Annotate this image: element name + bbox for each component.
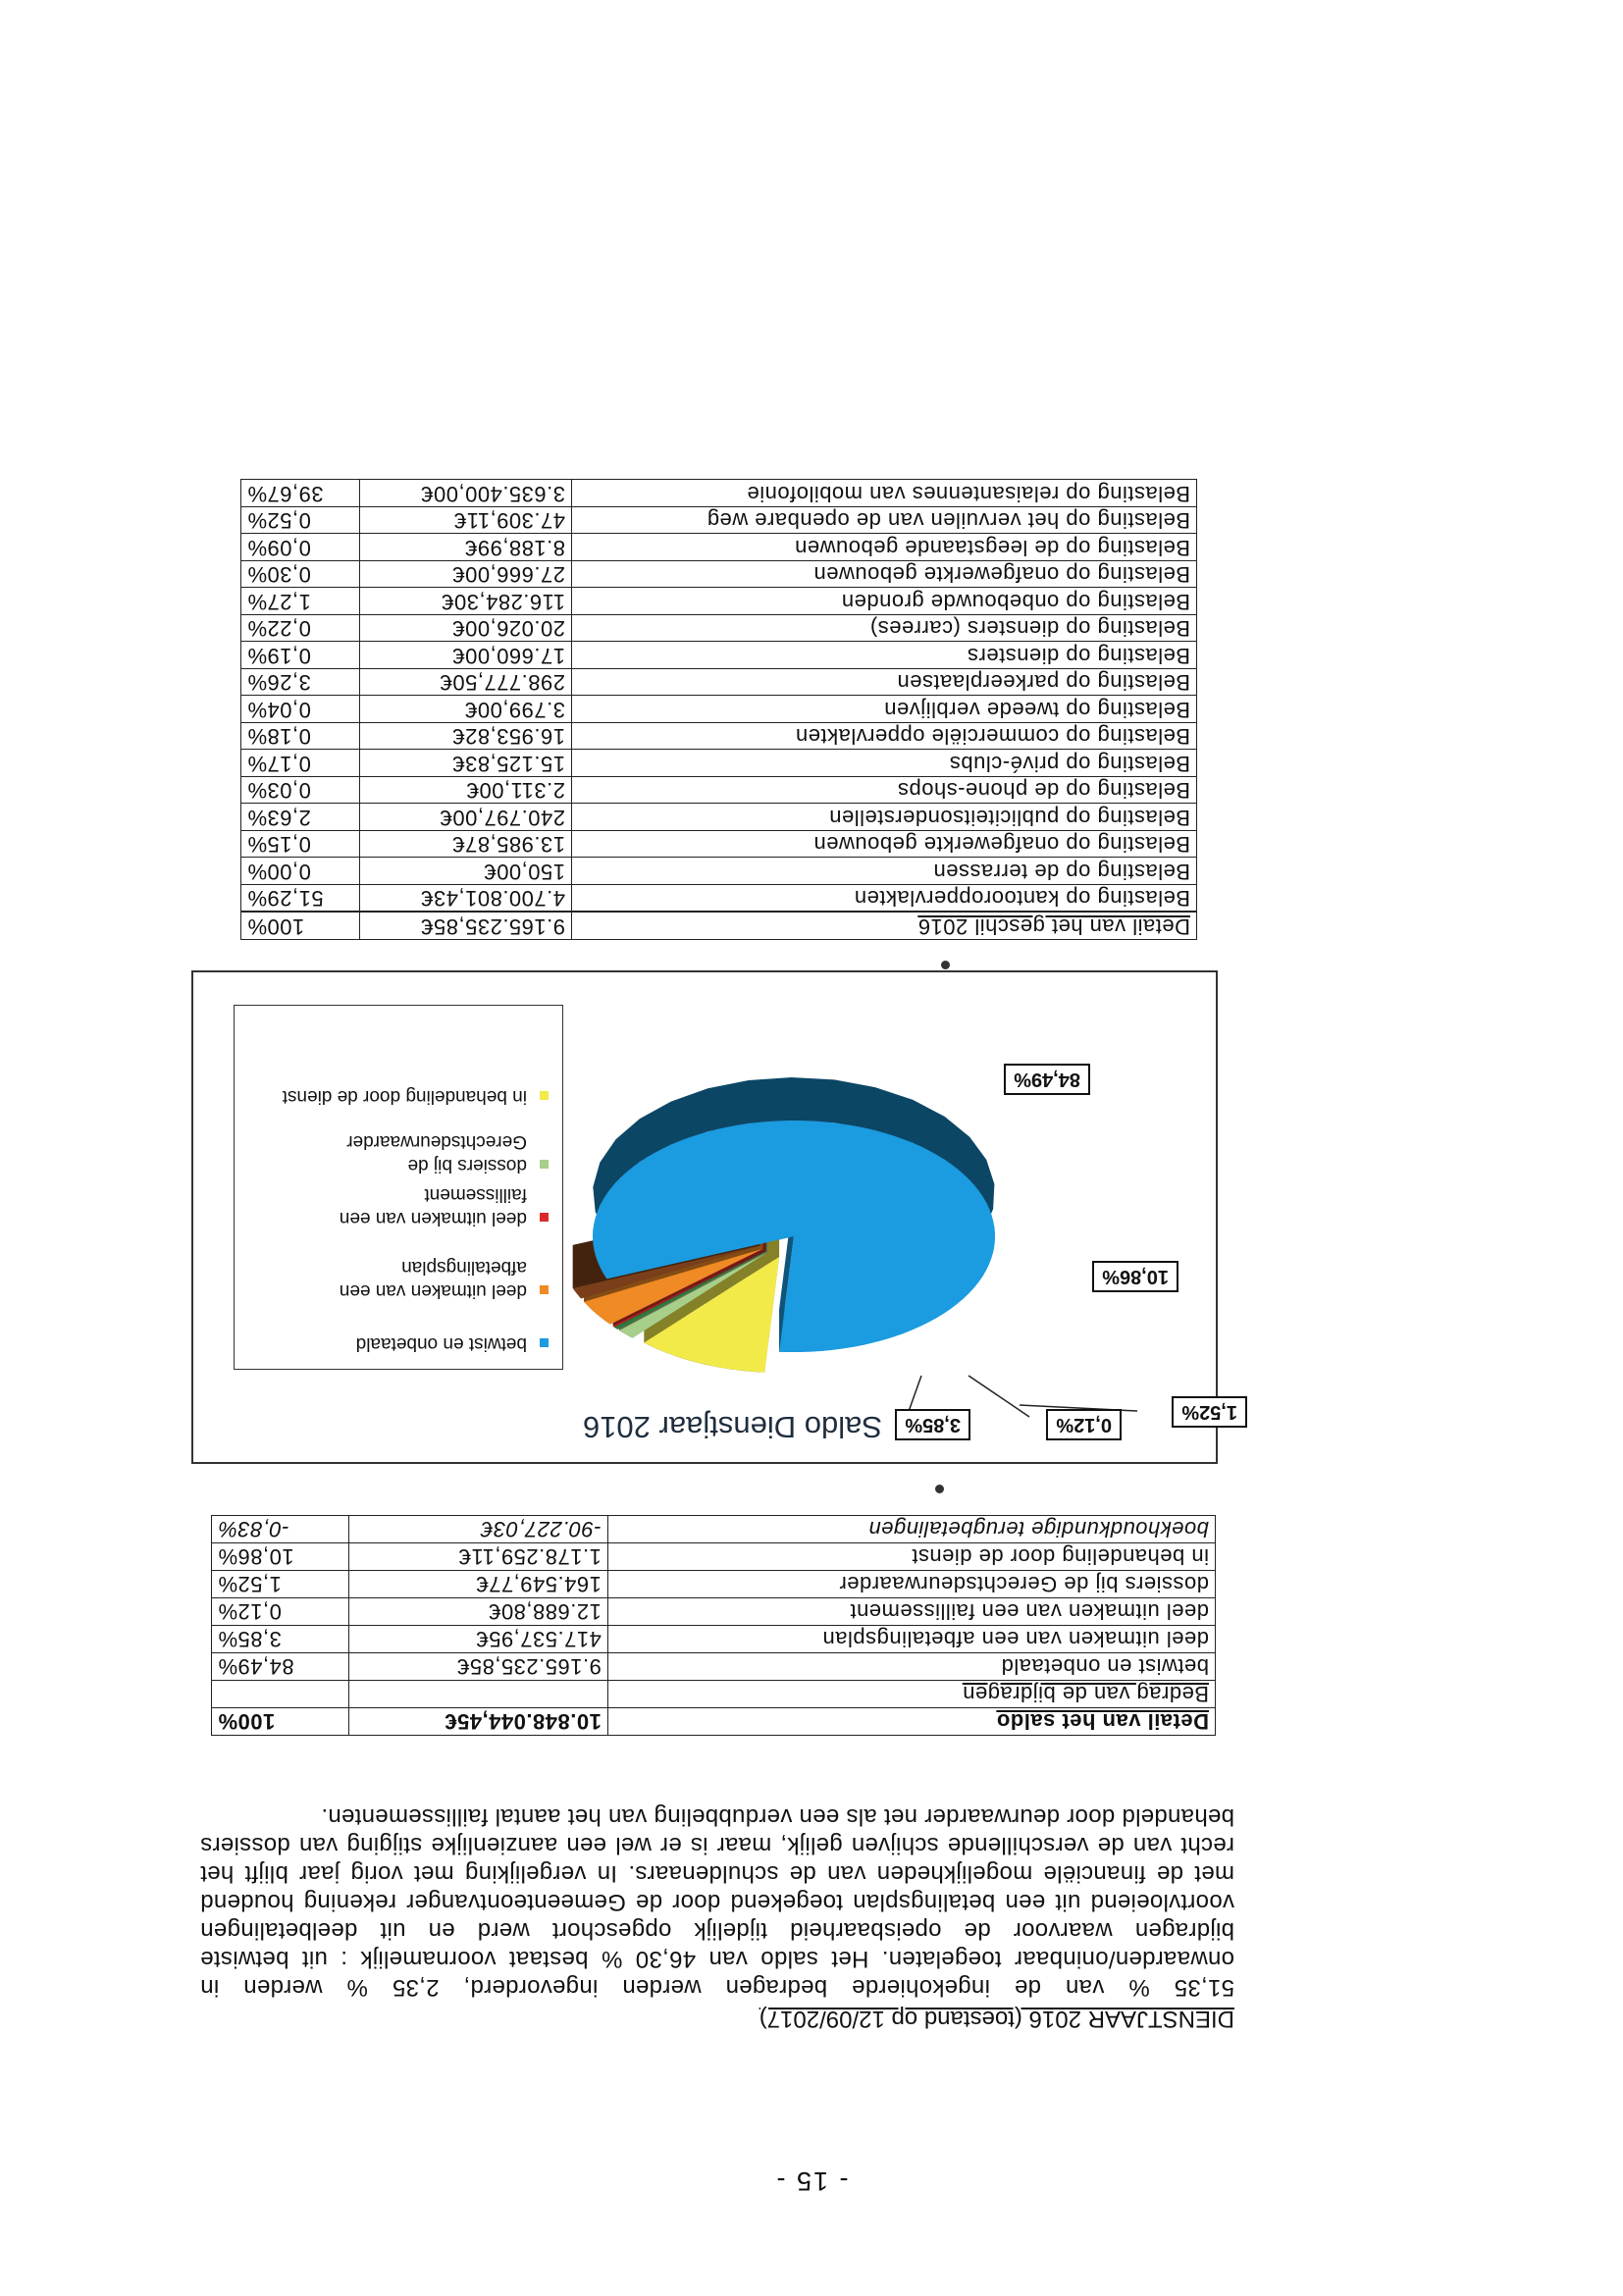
empty-cell [212, 1681, 349, 1708]
detail-row-pct: 0,18% [241, 723, 360, 751]
chart-title: Saldo Dienstjaar 2016 [582, 1410, 882, 1444]
saldo-total-pct: 100% [212, 1708, 349, 1736]
legend-item [254, 1331, 549, 1355]
detail-row [241, 723, 1197, 751]
saldo-row [212, 1598, 1216, 1626]
chart-legend [234, 1005, 563, 1370]
saldo-row [212, 1571, 1216, 1598]
detail-row-label: Belasting op relaisantennes van mobilofonie [572, 480, 1197, 507]
saldo-table [211, 1515, 1216, 1736]
detail-total-pct: 100% [241, 913, 360, 940]
saldo-last-row [212, 1516, 1216, 1543]
saldo-row-label: betwist en onbetaald [607, 1653, 1215, 1681]
saldo-last-row-amount: -90.227,03€ [348, 1516, 607, 1543]
detail-row-label: Belasting op privé-clubs [572, 750, 1197, 777]
detail-row-pct: 0,09% [241, 534, 360, 561]
detail-row-label: Belasting op onbebouwde gronden [572, 588, 1197, 615]
bullet [935, 1485, 944, 1493]
detail-row-amount: 15.125,83€ [360, 750, 572, 777]
detail-row-amount: 16.953,82€ [360, 723, 572, 751]
detail-row [241, 777, 1197, 805]
detail-total-row [241, 913, 1197, 940]
detail-row-amount: 20.026,00€ [360, 615, 572, 643]
detail-row-pct: 0,03% [241, 777, 360, 805]
detail-row [241, 696, 1197, 723]
saldo-last-row-pct: -0,83% [212, 1516, 349, 1543]
saldo-row-pct: 84,49% [212, 1653, 349, 1681]
detail-row-label: Belasting op de leegstaande gebouwen [572, 534, 1197, 561]
detail-row-amount: 240.797,00€ [360, 804, 572, 831]
data-label-faillissement: 0,12% [1046, 1409, 1122, 1440]
detail-row-label: Belasting op tweede verblijven [572, 696, 1197, 723]
saldo-subheader: Bedrag van de bijdragen [607, 1681, 1215, 1708]
detail-row [241, 588, 1197, 615]
detail-row-pct: 0,04% [241, 696, 360, 723]
detail-row-pct: 0,52% [241, 507, 360, 535]
section-heading: DIENSTJAAR 2016 (toestand op 12/09/2017) [759, 2006, 1234, 2032]
data-label-afbetalingsplan: 3,85% [895, 1409, 970, 1440]
saldo-row-pct: 3,85% [212, 1626, 349, 1653]
saldo-total-label: Detail van het saldo [607, 1708, 1215, 1736]
detail-row-pct: 39,67% [241, 480, 360, 507]
detail-row-label: Belasting op publiciteitsonderstellen [572, 804, 1197, 831]
detail-row-pct: 0,15% [241, 831, 360, 859]
detail-row-amount: 47.309,11€ [360, 507, 572, 535]
detail-table [240, 480, 1197, 941]
saldo-last-row-label: boekhoudkundige terugbetalingen [607, 1516, 1215, 1543]
detail-row [241, 858, 1197, 885]
legend-item [254, 1084, 549, 1108]
detail-row-label: Belasting op kantooroppervlakten [572, 885, 1197, 913]
detail-row-label: Belasting op de phone-shops [572, 777, 1197, 805]
detail-row [241, 615, 1197, 643]
detail-row [241, 885, 1197, 913]
detail-row-label: Belasting op het vervuilen van de openbare weg [572, 507, 1197, 535]
detail-row-label: Belasting op diensters [572, 642, 1197, 669]
detail-row-label: Belasting op onafgewerkte gebouwen [572, 561, 1197, 589]
detail-row-pct: 0,22% [241, 615, 360, 643]
saldo-row [212, 1653, 1216, 1681]
saldo-row-pct: 10,86% [212, 1543, 349, 1571]
data-label-behandeling: 10,86% [1092, 1261, 1178, 1292]
legend-label: in behandeling door de dienst [282, 1086, 527, 1107]
detail-row-amount: 2.311,00€ [360, 777, 572, 805]
saldo-row-amount: 164.549,77€ [348, 1571, 607, 1598]
legend-label: deel uitmaken van een faillissement [339, 1184, 527, 1228]
data-label-betwist: 84,49% [1004, 1064, 1090, 1095]
saldo-row-pct: 1,52% [212, 1571, 349, 1598]
legend-item [254, 1129, 549, 1176]
detail-row-pct: 1,27% [241, 588, 360, 615]
legend-label: betwist en onbetaald [355, 1333, 527, 1354]
empty-cell [348, 1681, 607, 1708]
saldo-subheader-row [212, 1681, 1216, 1708]
legend-item [254, 1255, 549, 1302]
detail-row-pct: 0,00% [241, 858, 360, 885]
legend-swatch [540, 1338, 549, 1347]
legend-swatch [540, 1285, 549, 1294]
detail-row [241, 534, 1197, 561]
detail-row-pct: 0,19% [241, 642, 360, 669]
legend-swatch [540, 1213, 549, 1222]
detail-row-amount: 17.660,00€ [360, 642, 572, 669]
detail-row-amount: 13.985,87€ [360, 831, 572, 859]
saldo-row [212, 1626, 1216, 1653]
detail-row [241, 669, 1197, 697]
detail-row-label: Belasting op parkeerplaatsen [572, 669, 1197, 697]
detail-row-label: Belasting op diensters (carrees) [572, 615, 1197, 643]
detail-row-amount: 116.284,30€ [360, 588, 572, 615]
detail-row-pct: 0,30% [241, 561, 360, 589]
detail-row-pct: 51,29% [241, 885, 360, 913]
detail-row-amount: 150,00€ [360, 858, 572, 885]
detail-row [241, 480, 1197, 507]
saldo-row-label: dossiers bij de Gerechtsdeurwaarder [607, 1571, 1215, 1598]
saldo-row-label: in behandeling door de dienst [607, 1543, 1215, 1571]
leader-line [969, 1376, 1029, 1417]
pie-chart [191, 970, 1237, 1464]
detail-row [241, 804, 1197, 831]
legend-swatch [540, 1160, 549, 1169]
detail-total-label: Detail van het geschil 2016 [572, 913, 1197, 940]
detail-row [241, 831, 1197, 859]
saldo-row-label: deel uitmaken van een afbetalingsplan [607, 1626, 1215, 1653]
saldo-row-amount: 417.537,95€ [348, 1626, 607, 1653]
legend-label: dossiers bij de Gerechtsdeurwaarder [346, 1131, 527, 1175]
detail-row-pct: 3,26% [241, 669, 360, 697]
saldo-row-amount: 12.688,80€ [348, 1598, 607, 1626]
detail-row [241, 642, 1197, 669]
saldo-row-amount: 9.165.235,85€ [348, 1653, 607, 1681]
saldo-row [212, 1543, 1216, 1571]
data-label-deurwaarder: 1,52% [1172, 1396, 1247, 1428]
detail-row-amount: 8.188,99€ [360, 534, 572, 561]
saldo-total-row [212, 1708, 1216, 1736]
detail-total-amount: 9.165.235,85€ [360, 913, 572, 940]
intro-paragraph: 51,35 % van de ingekohierde bedragen werden ingevorderd, 2,35 % werden in onwaarden/oninbaar toegelaten. Het saldo van 46,30 % bestaat voornamelijk : uit betwiste bijdragen waarvoor de opeisbaarheid tijdelijk opgeschort werd en uit deelbetalingen voortvloeiend uit een betalingsplan toegekend door de Gemeenteontvanger rekening houdend met de financiële mogelijkheden van de schuldenaars. In vergelijking met vorig jaar blijft het recht van de verschillende schijven gelijk, maar is er wel een aanzienlijke stijging van dossiers behandeld door deurwaarder net als een verdubbeling van het aantal faillissementen. [200, 1803, 1234, 2001]
legend-item [254, 1182, 549, 1229]
detail-row-label: Belasting op de terrassen [572, 858, 1197, 885]
detail-row-amount: 27.666,00€ [360, 561, 572, 589]
page-number: - 15 - [774, 2166, 849, 2196]
detail-row-label: Belasting op onafgewerkte gebouwen [572, 831, 1197, 859]
detail-row-pct: 2,63% [241, 804, 360, 831]
bullet [941, 961, 950, 969]
detail-row-amount: 298.777,50€ [360, 669, 572, 697]
detail-row-pct: 0,17% [241, 750, 360, 777]
detail-row-label: Belasting op commerciële oppervlakten [572, 723, 1197, 751]
legend-label: deel uitmaken van een afbetalingsplan [339, 1257, 527, 1301]
detail-row [241, 561, 1197, 589]
detail-row-amount: 3.799,00€ [360, 696, 572, 723]
saldo-row-label: deel uitmaken van een faillissement [607, 1598, 1215, 1626]
saldo-row-pct: 0,12% [212, 1598, 349, 1626]
saldo-row-amount: 1.178.259,11€ [348, 1543, 607, 1571]
detail-row [241, 507, 1197, 535]
saldo-total-amount: 10.848.044,45€ [348, 1708, 607, 1736]
detail-row [241, 750, 1197, 777]
detail-row-amount: 3.635.400,00€ [360, 480, 572, 507]
legend-swatch [540, 1091, 549, 1100]
detail-row-amount: 4.700.801,43€ [360, 885, 572, 913]
